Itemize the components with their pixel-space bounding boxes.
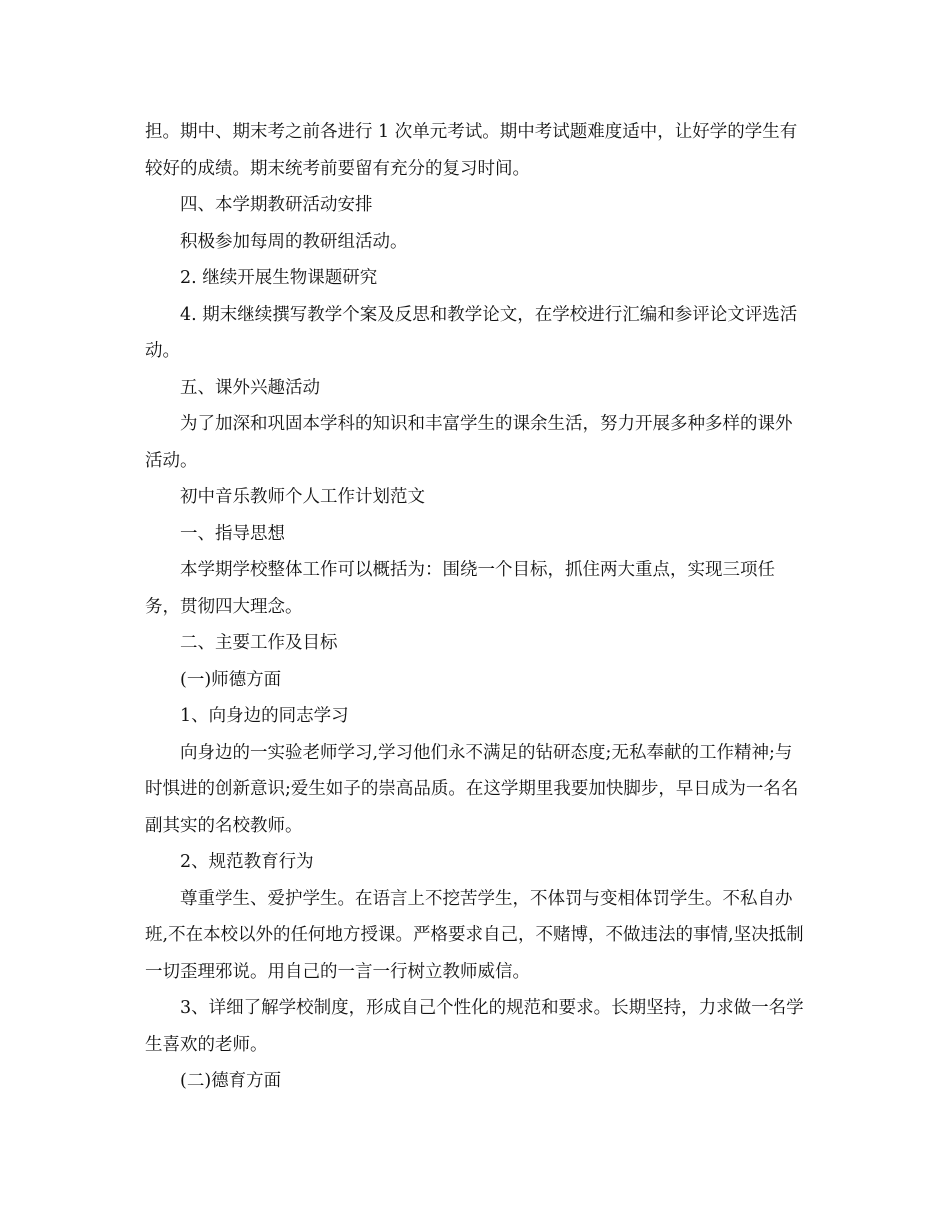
paragraph-3: 积极参加每周的教研组活动。: [180, 231, 408, 252]
paragraph-7: 为了加深和巩固本学科的知识和丰富学生的课余生活，努力开展多种多样的课外活动。: [145, 414, 793, 471]
document-body: [145, 114, 805, 1100]
item-learn-from-colleagues: 1、向身边的同志学习: [180, 706, 349, 726]
subheading-moral-education: (二)德育方面: [180, 1071, 282, 1091]
heading-teaching-research-arrangement: 四、本学期教研活动安排: [180, 195, 373, 215]
paragraph-16: 尊重学生、爱护学生。在语言上不挖苦学生，不体罚与变相体罚学生。不私自办班,不在本校以外的任何地方授课。严格要求自己，不赌博，不做违法的事情,坚决抵制一切歪理邪说。用自己的一言一行树立教师威信。: [145, 888, 804, 982]
heading-extracurricular: 五、课外兴趣活动: [180, 377, 320, 398]
paragraph-5: 4. 期末继续撰写教学个案及反思和教学论文，在学校进行汇编和参评论文评选活动。: [145, 304, 798, 361]
paragraph-4: 2. 继续开展生物课题研究: [180, 268, 378, 288]
paragraph-10: 本学期学校整体工作可以概括为：围绕一个目标，抓住两大重点，实现三项任务，贯彻四大理念。: [145, 560, 775, 617]
paragraph-17: 3、详细了解学校制度，形成自己个性化的规范和要求。长期坚持，力求做一名学生喜欢的老师。: [145, 998, 804, 1055]
section-title-music-teacher-plan: 初中音乐教师个人工作计划范文: [180, 487, 425, 507]
heading-guiding-ideology: 一、指导思想: [180, 523, 285, 544]
paragraph-1: 担。期中、期末考之前各进行 1 次单元考试。期中考试题难度适中，让好学的学生有较好的成绩。期末统考前要留有充分的复习时间。: [145, 122, 798, 179]
subheading-teacher-ethics: (一)师德方面: [180, 669, 282, 690]
item-standardize-behavior: 2、规范教育行为: [180, 852, 314, 872]
heading-main-work-goals: 二、主要工作及目标: [180, 633, 338, 653]
paragraph-14: 向身边的一实验老师学习,学习他们永不满足的钻研态度;无私奉献的工作精神;与时惧进的创新意识;爱生如子的崇高品质。在这学期里我要加快脚步，早日成为一名名副其实的名校教师。: [145, 742, 799, 836]
